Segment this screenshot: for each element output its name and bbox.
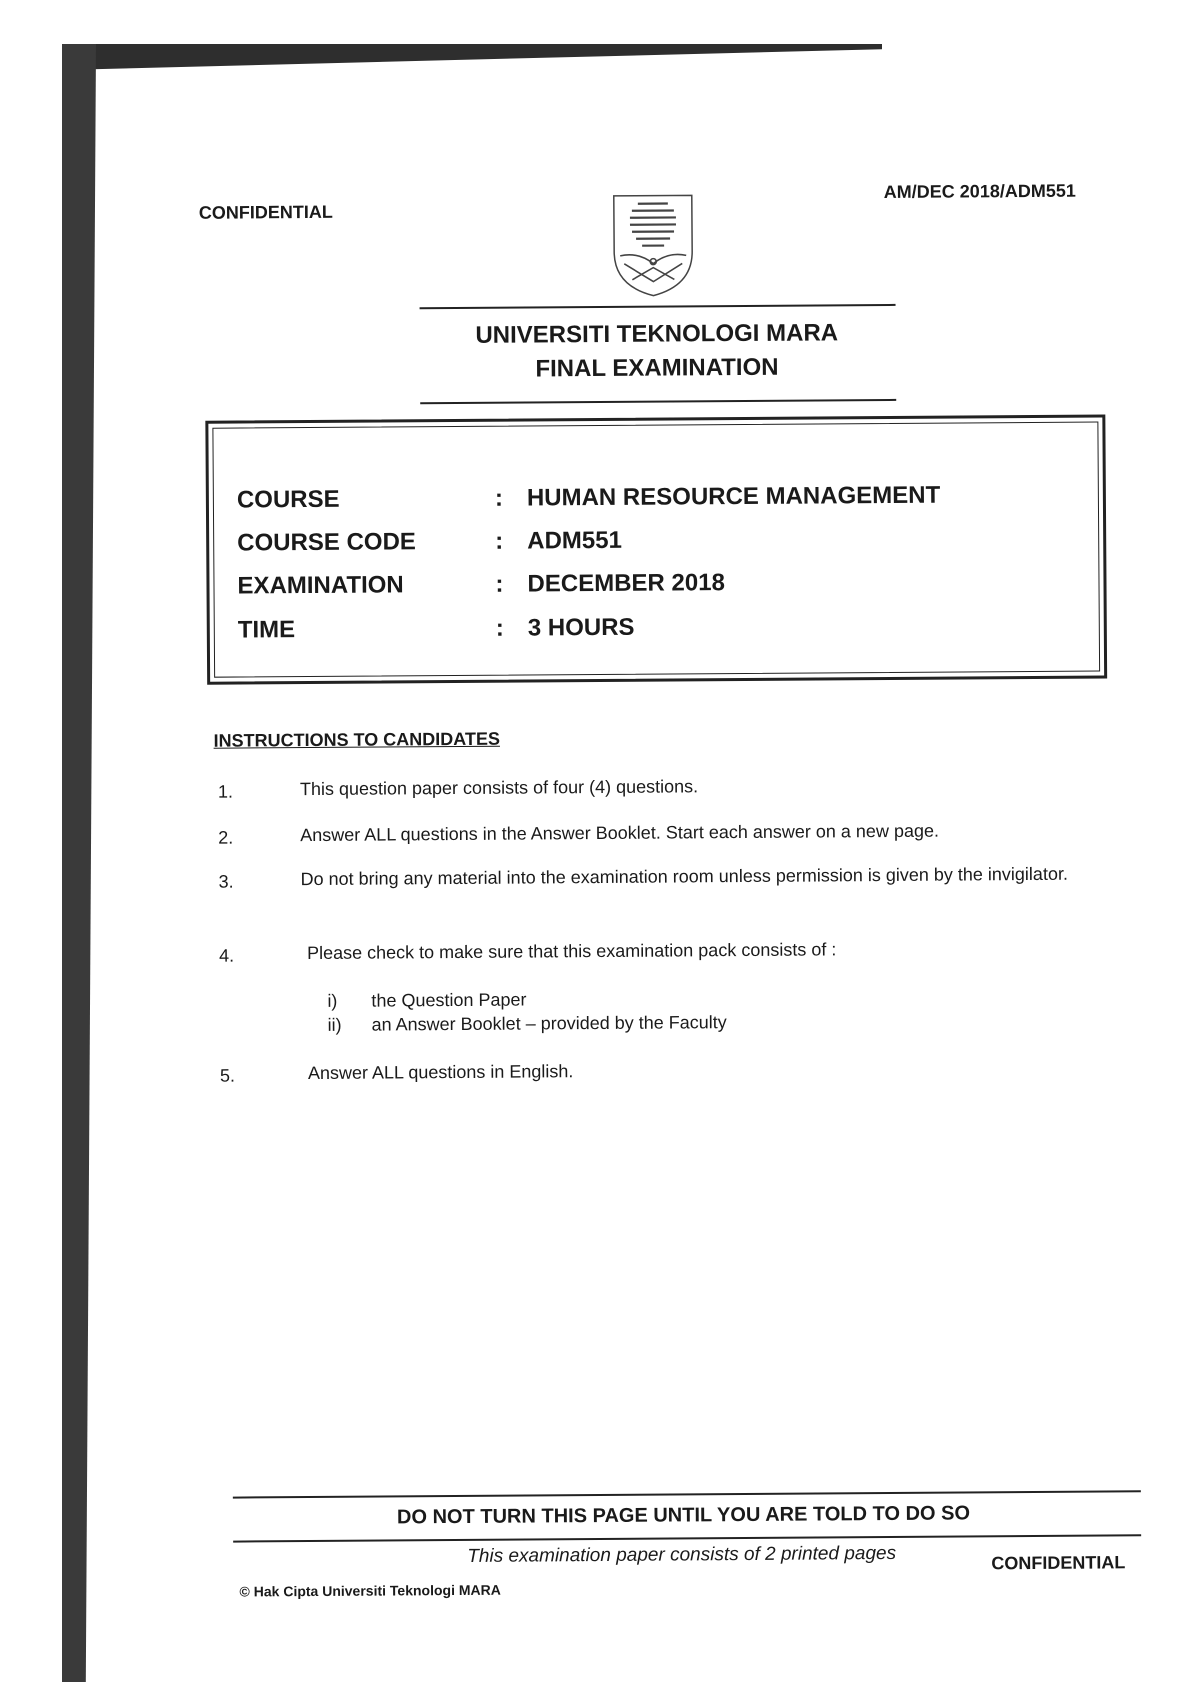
pack-item-number: ii)	[327, 1014, 351, 1036]
instruction-text: Do not bring any material into the examination room unless permission is given by the invigilator.	[300, 862, 1116, 890]
pack-item-text: the Question Paper	[371, 989, 526, 1012]
do-not-turn-notice: DO NOT TURN THIS PAGE UNTIL YOU ARE TOLD TO DO SO	[397, 1502, 970, 1529]
paper-code-label: AM/DEC 2018/ADM551	[884, 181, 1076, 203]
course-code-sep: :	[495, 525, 515, 559]
course-info-box	[205, 414, 1107, 684]
university-name: UNIVERSITI TEKNOLOGI MARA	[417, 316, 897, 353]
instruction-item	[219, 936, 1119, 942]
course-label: COURSE	[237, 482, 467, 518]
instruction-number: 5.	[220, 1065, 235, 1087]
instruction-text: This question paper consists of four (4) questions.	[300, 772, 1116, 800]
title-rule-bottom	[420, 399, 896, 404]
time-label: TIME	[238, 612, 468, 648]
printed-pages-note: This examination paper consists of 2 printed pages	[467, 1543, 896, 1568]
confidential-label-bottom: CONFIDENTIAL	[991, 1552, 1125, 1574]
examination-value: DECEMBER 2018	[527, 566, 725, 601]
title-block	[417, 316, 897, 387]
examination-sep: :	[495, 568, 515, 602]
instruction-item	[218, 862, 1118, 868]
instruction-item	[218, 818, 1118, 824]
instructions-heading: INSTRUCTIONS TO CANDIDATES	[214, 729, 500, 752]
course-sep: :	[495, 482, 515, 516]
footer-rule-bottom	[233, 1534, 1141, 1542]
instruction-number: 1.	[218, 781, 233, 803]
footer-rule-top	[233, 1490, 1141, 1498]
confidential-label-top: CONFIDENTIAL	[199, 202, 333, 224]
course-value: HUMAN RESOURCE MANAGEMENT	[527, 479, 941, 516]
instruction-item	[220, 1056, 1120, 1062]
time-value: 3 HOURS	[528, 611, 635, 646]
university-crest-icon	[608, 189, 699, 300]
instruction-text: Please check to make sure that this examination pack consists of :	[307, 936, 1123, 964]
instruction-item	[218, 772, 1118, 778]
time-sep: :	[496, 612, 516, 646]
title-rule-top	[420, 304, 896, 309]
instruction-text: Answer ALL questions in English.	[308, 1056, 1124, 1084]
pack-item-number: i)	[327, 990, 351, 1012]
examination-label: EXAMINATION	[237, 568, 467, 604]
exam-type: FINAL EXAMINATION	[417, 350, 897, 387]
instruction-text: Answer ALL questions in the Answer Booklet. Start each answer on a new page.	[300, 818, 1116, 846]
instruction-number: 2.	[218, 827, 233, 849]
copyright-note: © Hak Cipta Universiti Teknologi MARA	[239, 1582, 500, 1600]
instruction-number: 4.	[219, 945, 234, 967]
instruction-number: 3.	[218, 871, 233, 893]
pack-item-text: an Answer Booklet – provided by the Faculty	[371, 1011, 726, 1035]
course-code-value: ADM551	[527, 524, 622, 559]
course-code-label: COURSE CODE	[237, 525, 467, 561]
